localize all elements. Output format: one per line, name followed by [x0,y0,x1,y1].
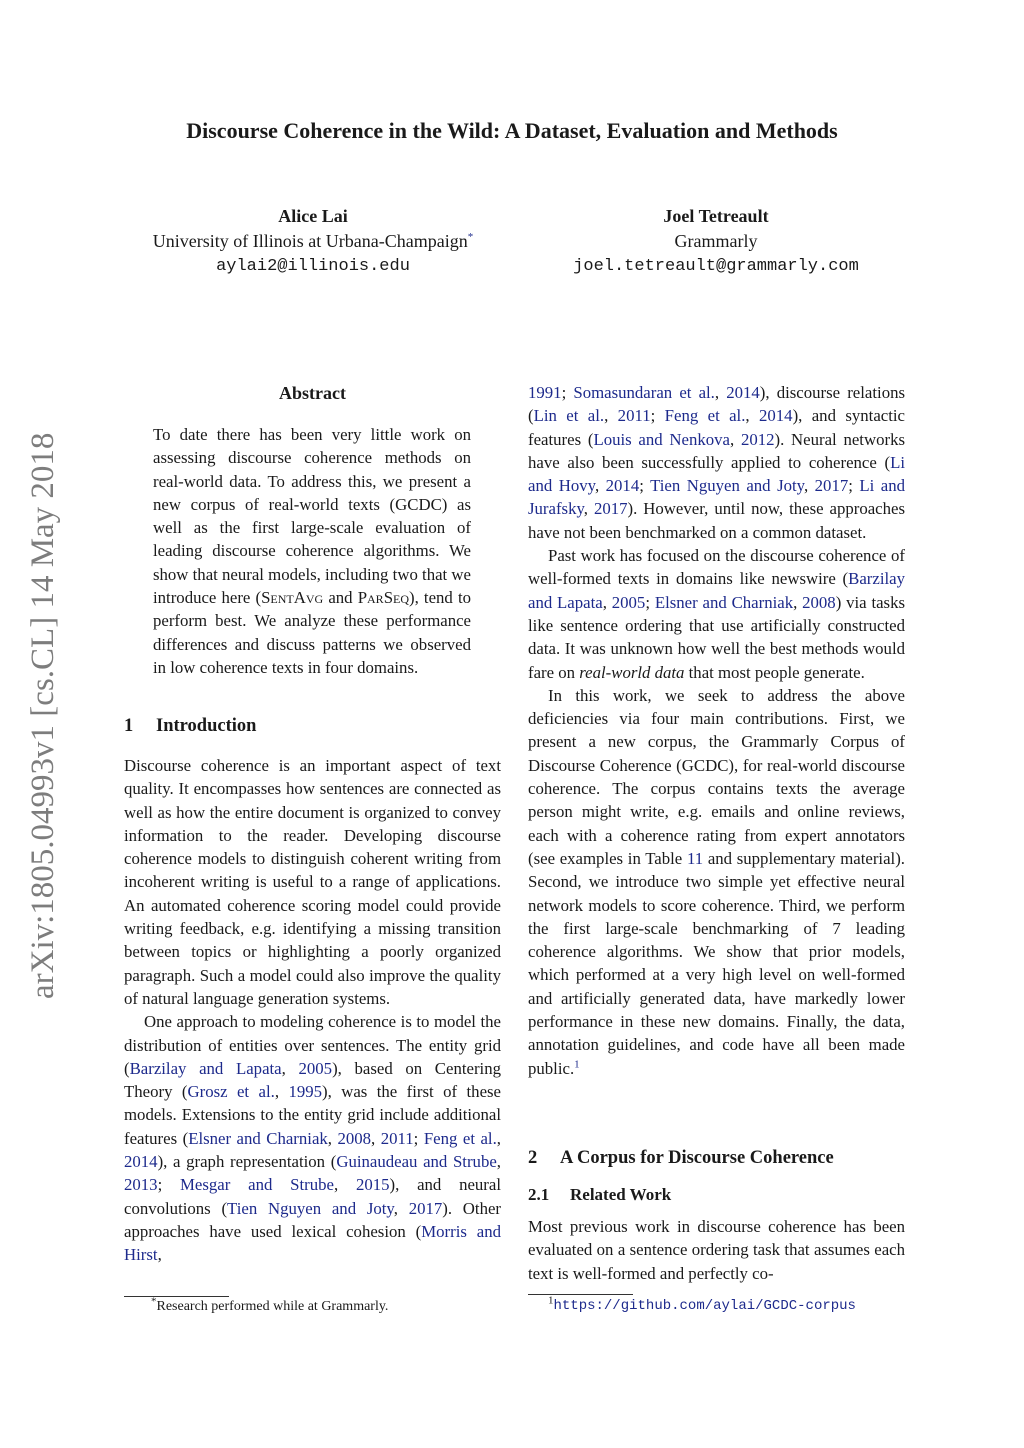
citation-link[interactable]: Barzilay and Lapata [129,1058,282,1078]
citation-link[interactable]: Elsner and Charniak [654,592,794,612]
citation-link[interactable]: 2011 [617,406,651,426]
citation-link[interactable]: Tien Nguyen and Joty [227,1198,394,1218]
right-column-body [528,381,905,1080]
table-reference-link[interactable]: 11 [686,848,704,868]
citation-link[interactable]: 2008 [337,1128,372,1148]
citation-link[interactable]: 2005 [611,592,646,612]
citation-link[interactable]: 2011 [380,1128,414,1148]
author-block-1 [93,204,533,279]
citation-link[interactable]: Louis and Nenkova [593,429,730,449]
affiliation-footnote-mark[interactable]: * [467,231,474,243]
model-name-parseq: ParSeq [357,588,410,608]
subsection-heading-related-work: 2.1 Related Work [528,1185,672,1204]
section-heading-corpus: 2 A Corpus for Discourse Coherence [528,1148,834,1168]
footnote-rule [124,1296,229,1297]
author-name: Joel Tetreault [663,206,769,226]
citation-link[interactable]: Morris and Hirst [124,1221,501,1265]
citation-link[interactable]: 2014 [726,383,760,402]
citation-link[interactable]: Li and Jurafsky [528,476,906,519]
footnote-affiliation: *Research performed while at Grammarly. [151,1295,389,1314]
author-affiliation: University of Illinois at Urbana-Champaign* [152,231,474,251]
citation-link[interactable]: 2017 [593,499,628,519]
right-paragraph-2: Past work has focused on the discourse coherence of well-formed texts in domains like newswire (Barzilay and Lapata, 2005; Elsner and Charniak, 2008) via tasks like sentence ordering that use artificially constructed data. It was unknown how well the best methods would fare on real-world data that most people generate. [528,546,906,682]
citation-link[interactable]: 2015 [355,1175,390,1195]
emphasis-real-world-data: real-world data [579,662,685,682]
citation-link[interactable]: 1991 [528,383,562,402]
citation-link[interactable]: Guinaudeau and Strube [336,1152,497,1172]
right-paragraph-3: In this work, we seek to address the above deficiencies via four main contributions. First, we present a new corpus, the Grammarly Corpus of Discourse Coherence (GCDC), for real-world discourse coherence. The corpus contains texts the average person might write, e.g. emails and online reviews, each with a coherence rating from expert annotators (see examples in Table 11 and supplementary material). Second, we introduce two simple yet effective neural network models to score coherence. Third, we perform the first large-scale benchmarking of 7 leading coherence algorithms. We show that prior models, which performed at a very high level on well-formed and artificially generated data, have markedly lower performance in these new domains. Finally, the data, annotation guidelines, and code have all been made public.$^1$ [528,685,905,1078]
intro-paragraph-2: One approach to modeling coherence is to model the distribution of entities over sentences. The entity grid (Barzilay and Lapata, 2005), based on Centering Theory (Grosz et al., 1995), was the first of these models. Extensions to the entity grid include additional features (Elsner and Charniak, 2008, 2011; Feng et al., 2014), a graph representation (Guinaudeau and Strube, 2013; Mesgar and Strube, 2015), and neural convolutions (Tien Nguyen and Joty, 2017). Other approaches have used lexical cohesion (Morris and Hirst, [124,1012,502,1265]
citation-link[interactable]: Feng et al. [423,1128,497,1148]
github-repo-link[interactable]: https://github.com/aylai/GCDC-corpus [553,1298,856,1314]
section-heading-introduction: 1 Introduction [124,716,257,736]
footnote-rule [528,1294,633,1295]
author-block-2 [496,204,936,279]
citation-link[interactable]: Somasundaran et al. [573,383,715,402]
citation-link[interactable]: Lin et al. [533,406,605,426]
author-name: Alice Lai [278,206,348,226]
citation-link[interactable]: 2017 [408,1198,443,1218]
author-email: joel.tetreault@grammarly.com [573,257,859,276]
related-paragraph-1: Most previous work in discourse coherence has been evaluated on a sentence ordering task that assumes each text is well-formed and perfectly co- [528,1217,905,1283]
citation-link[interactable]: 2014 [124,1152,158,1172]
citation-link[interactable]: Mesgar and Strube [180,1175,334,1195]
arxiv-identifier-stamp: arXiv:1805.04993v1 [cs.CL] 14 May 2018 [25,432,61,999]
right-paragraph-1: 1991; Somasundaran et al., 2014), discourse relations (Lin et al., 2011; Feng et al., 2014), and syntactic features (Louis and Nenkova, 2012). Neural networks have also been successfully applied to coherence (Li and Hovy, 2014; Tien Nguyen and Joty, 2017; Li and Jurafsky, 2017). However, until now, these approaches have not been benchmarked on a common dataset. [528,383,906,542]
author-email: aylai2@illinois.edu [216,257,410,276]
footnote-mark-link[interactable]: 1 [574,1058,580,1071]
footnote-url: $^1$https://github.com/aylai/GCDC-corpus [548,1294,856,1314]
author-affiliation: Grammarly [674,231,758,251]
abstract-body [153,423,471,679]
introduction-body [124,754,501,1267]
citation-link[interactable]: 2013 [124,1175,158,1195]
abstract-heading: Abstract [279,383,346,403]
citation-link[interactable]: Grosz et al. [187,1082,275,1102]
paper-title: Discourse Coherence in the Wild: A Dataset, Evaluation and Methods [186,118,838,143]
citation-link[interactable]: 2014 [759,406,793,426]
citation-link[interactable]: Li and Hovy [528,452,905,496]
citation-link[interactable]: Elsner and Charniak [188,1128,328,1148]
citation-link[interactable]: Barzilay and Lapata [528,569,905,612]
citation-link[interactable]: 2017 [814,476,849,496]
citation-link[interactable]: 2012 [740,429,775,449]
citation-link[interactable]: Feng et al. [664,406,746,426]
citation-link[interactable]: 1995 [288,1082,323,1102]
model-name-sentavg: SentAvg [261,588,324,608]
intro-paragraph-1: Discourse coherence is an important aspect of text quality. It encompasses how sentences are connected as well as how the entire document is organized to convey information to the reader. Developing discourse coherence models to distinguish coherent writing from incoherent writing is useful to a range of applications. An automated coherence scoring model could provide writing feedback, e.g. identifying a missing transition between topics or highlighting a poorly organized paragraph. Such a model could also improve the quality of natural language generation systems. [124,756,501,1008]
citation-link[interactable]: 2008 [802,592,836,612]
related-work-body [528,1215,905,1285]
abstract-paragraph: To date there has been very little work on assessing discourse coherence methods on real-world data. To address this, we present a new corpus of real-world texts (GCDC) as well as the first large-scale evaluation of leading discourse coherence algorithms. We show that neural models, including two that we introduce here (SentAvg and ParSeq), tend to perform best. We analyze these performance differences and discuss patterns we observed in low coherence texts in four domains. [153,425,471,677]
citation-link[interactable]: 2005 [298,1058,333,1078]
citation-link[interactable]: Tien Nguyen and Joty [650,476,804,496]
citation-link[interactable]: 2014 [605,476,640,496]
